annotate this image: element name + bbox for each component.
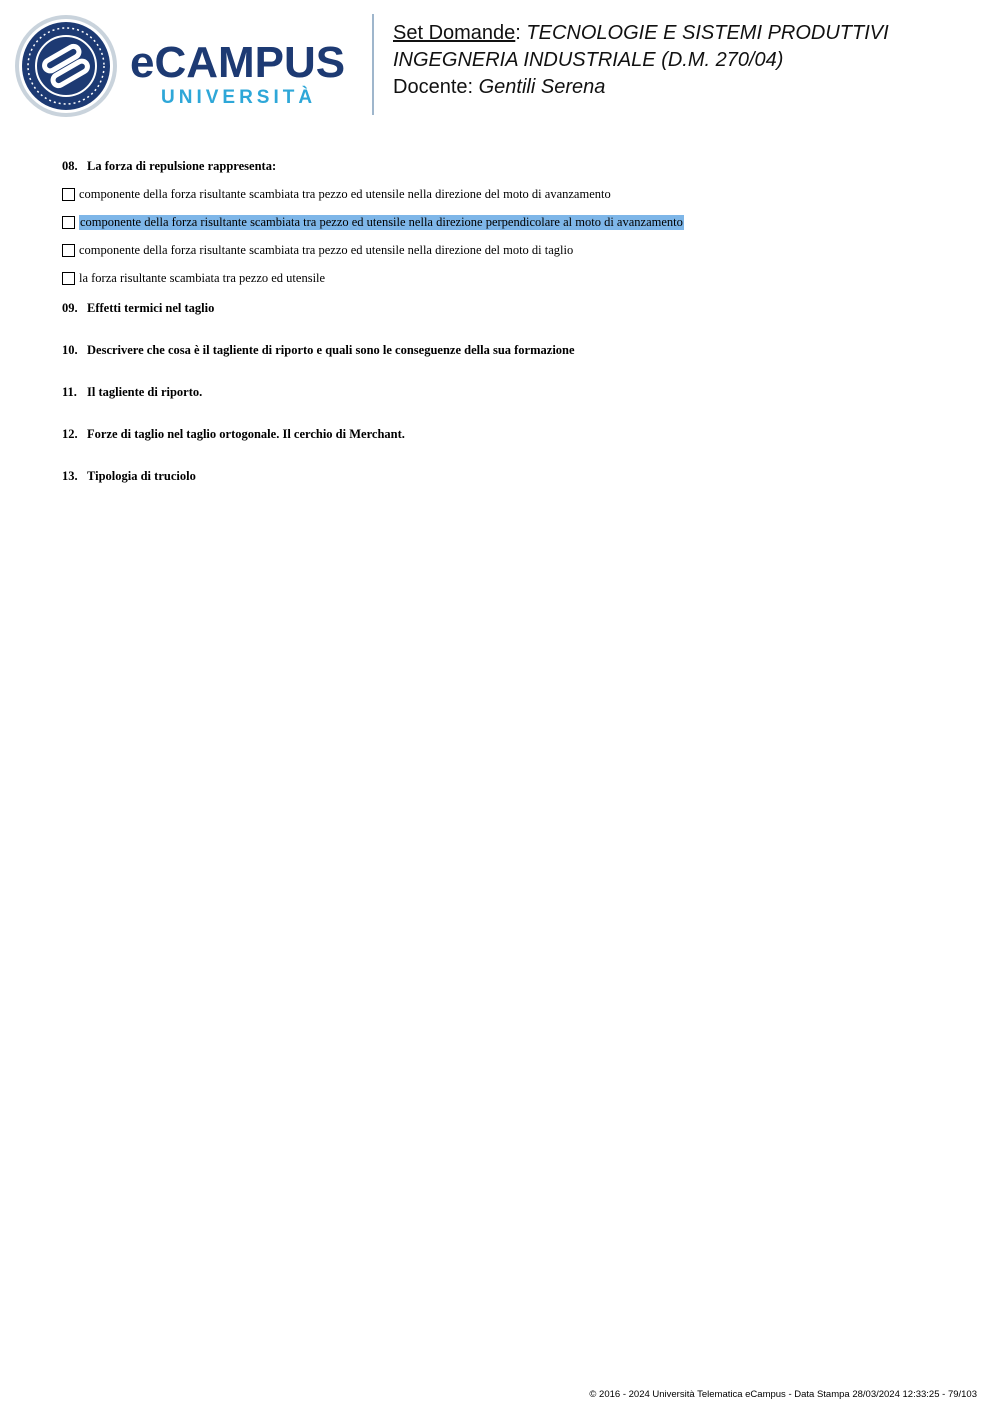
question-text: Il tagliente di riporto. [87,385,203,399]
question-number: 12. [62,427,78,441]
question-text: La forza di repulsione rappresenta: [87,159,277,173]
question-text: Tipologia di truciolo [87,469,196,483]
question-title [62,384,962,400]
question-08 [62,158,962,286]
answer-checkbox[interactable] [62,216,75,229]
question-number: 10. [62,343,78,357]
course-title-line-2: INGEGNERIA INDUSTRIALE (D.M. 270/04) [393,49,784,71]
course-title-line-1: TECNOLOGIE E SISTEMI PRODUTTIVI [526,22,889,44]
answer-option-3[interactable] [62,242,962,258]
question-text: Descrivere che cosa è il tagliente di riporto e quali sono le conseguenze della sua formazione [87,343,575,357]
brand-wordmark [130,38,360,118]
question-number: 11. [62,385,77,399]
question-09 [62,300,962,316]
set-separator: : [515,22,521,44]
question-title [62,300,962,316]
question-number: 13. [62,469,78,483]
answer-text-highlighted: componente della forza risultante scambiata tra pezzo ed utensile nella direzione perpendicolare al moto di avanzamento [80,214,683,229]
question-13 [62,468,962,484]
question-12 [62,426,962,442]
header-line-3 [393,74,983,101]
header-divider [372,14,374,115]
answer-option-1[interactable] [62,186,962,202]
question-text: Forze di taglio nel taglio ortogonale. Il cerchio di Merchant. [87,427,405,441]
question-number: 08. [62,159,78,173]
teacher-label: Docente: [393,76,474,98]
page-header [0,0,1000,130]
header-line-1 [393,20,983,47]
answer-text: componente della forza risultante scambiata tra pezzo ed utensile nella direzione del moto di taglio [79,242,574,257]
brand-sub-text: UNIVERSITÀ [161,87,317,108]
answer-checkbox[interactable] [62,272,75,285]
ecampus-seal-logo-icon [14,14,118,118]
question-11 [62,384,962,400]
question-title [62,342,962,358]
question-text: Effetti termici nel taglio [87,301,215,315]
header-info [393,20,983,101]
answer-option-2[interactable] [62,214,962,230]
question-title [62,158,962,174]
answer-checkbox[interactable] [62,188,75,201]
answer-option-4[interactable] [62,270,962,286]
teacher-name: Gentili Serena [478,76,606,98]
answer-checkbox[interactable] [62,244,75,257]
question-title [62,426,962,442]
answer-text: la forza risultante scambiata tra pezzo ed utensile [79,270,326,285]
question-number: 09. [62,301,78,315]
answer-options [62,186,962,286]
answer-text: componente della forza risultante scambiata tra pezzo ed utensile nella direzione del moto di avanzamento [79,186,611,201]
question-list [62,158,962,484]
question-title [62,468,962,484]
question-10 [62,342,962,358]
brand-main-text: eCAMPUS [130,38,346,87]
set-label: Set Domande [393,22,516,44]
page-footer: © 2016 - 2024 Università Telematica eCampus - Data Stampa 28/03/2024 12:33:25 - 79/103 [589,1389,977,1400]
